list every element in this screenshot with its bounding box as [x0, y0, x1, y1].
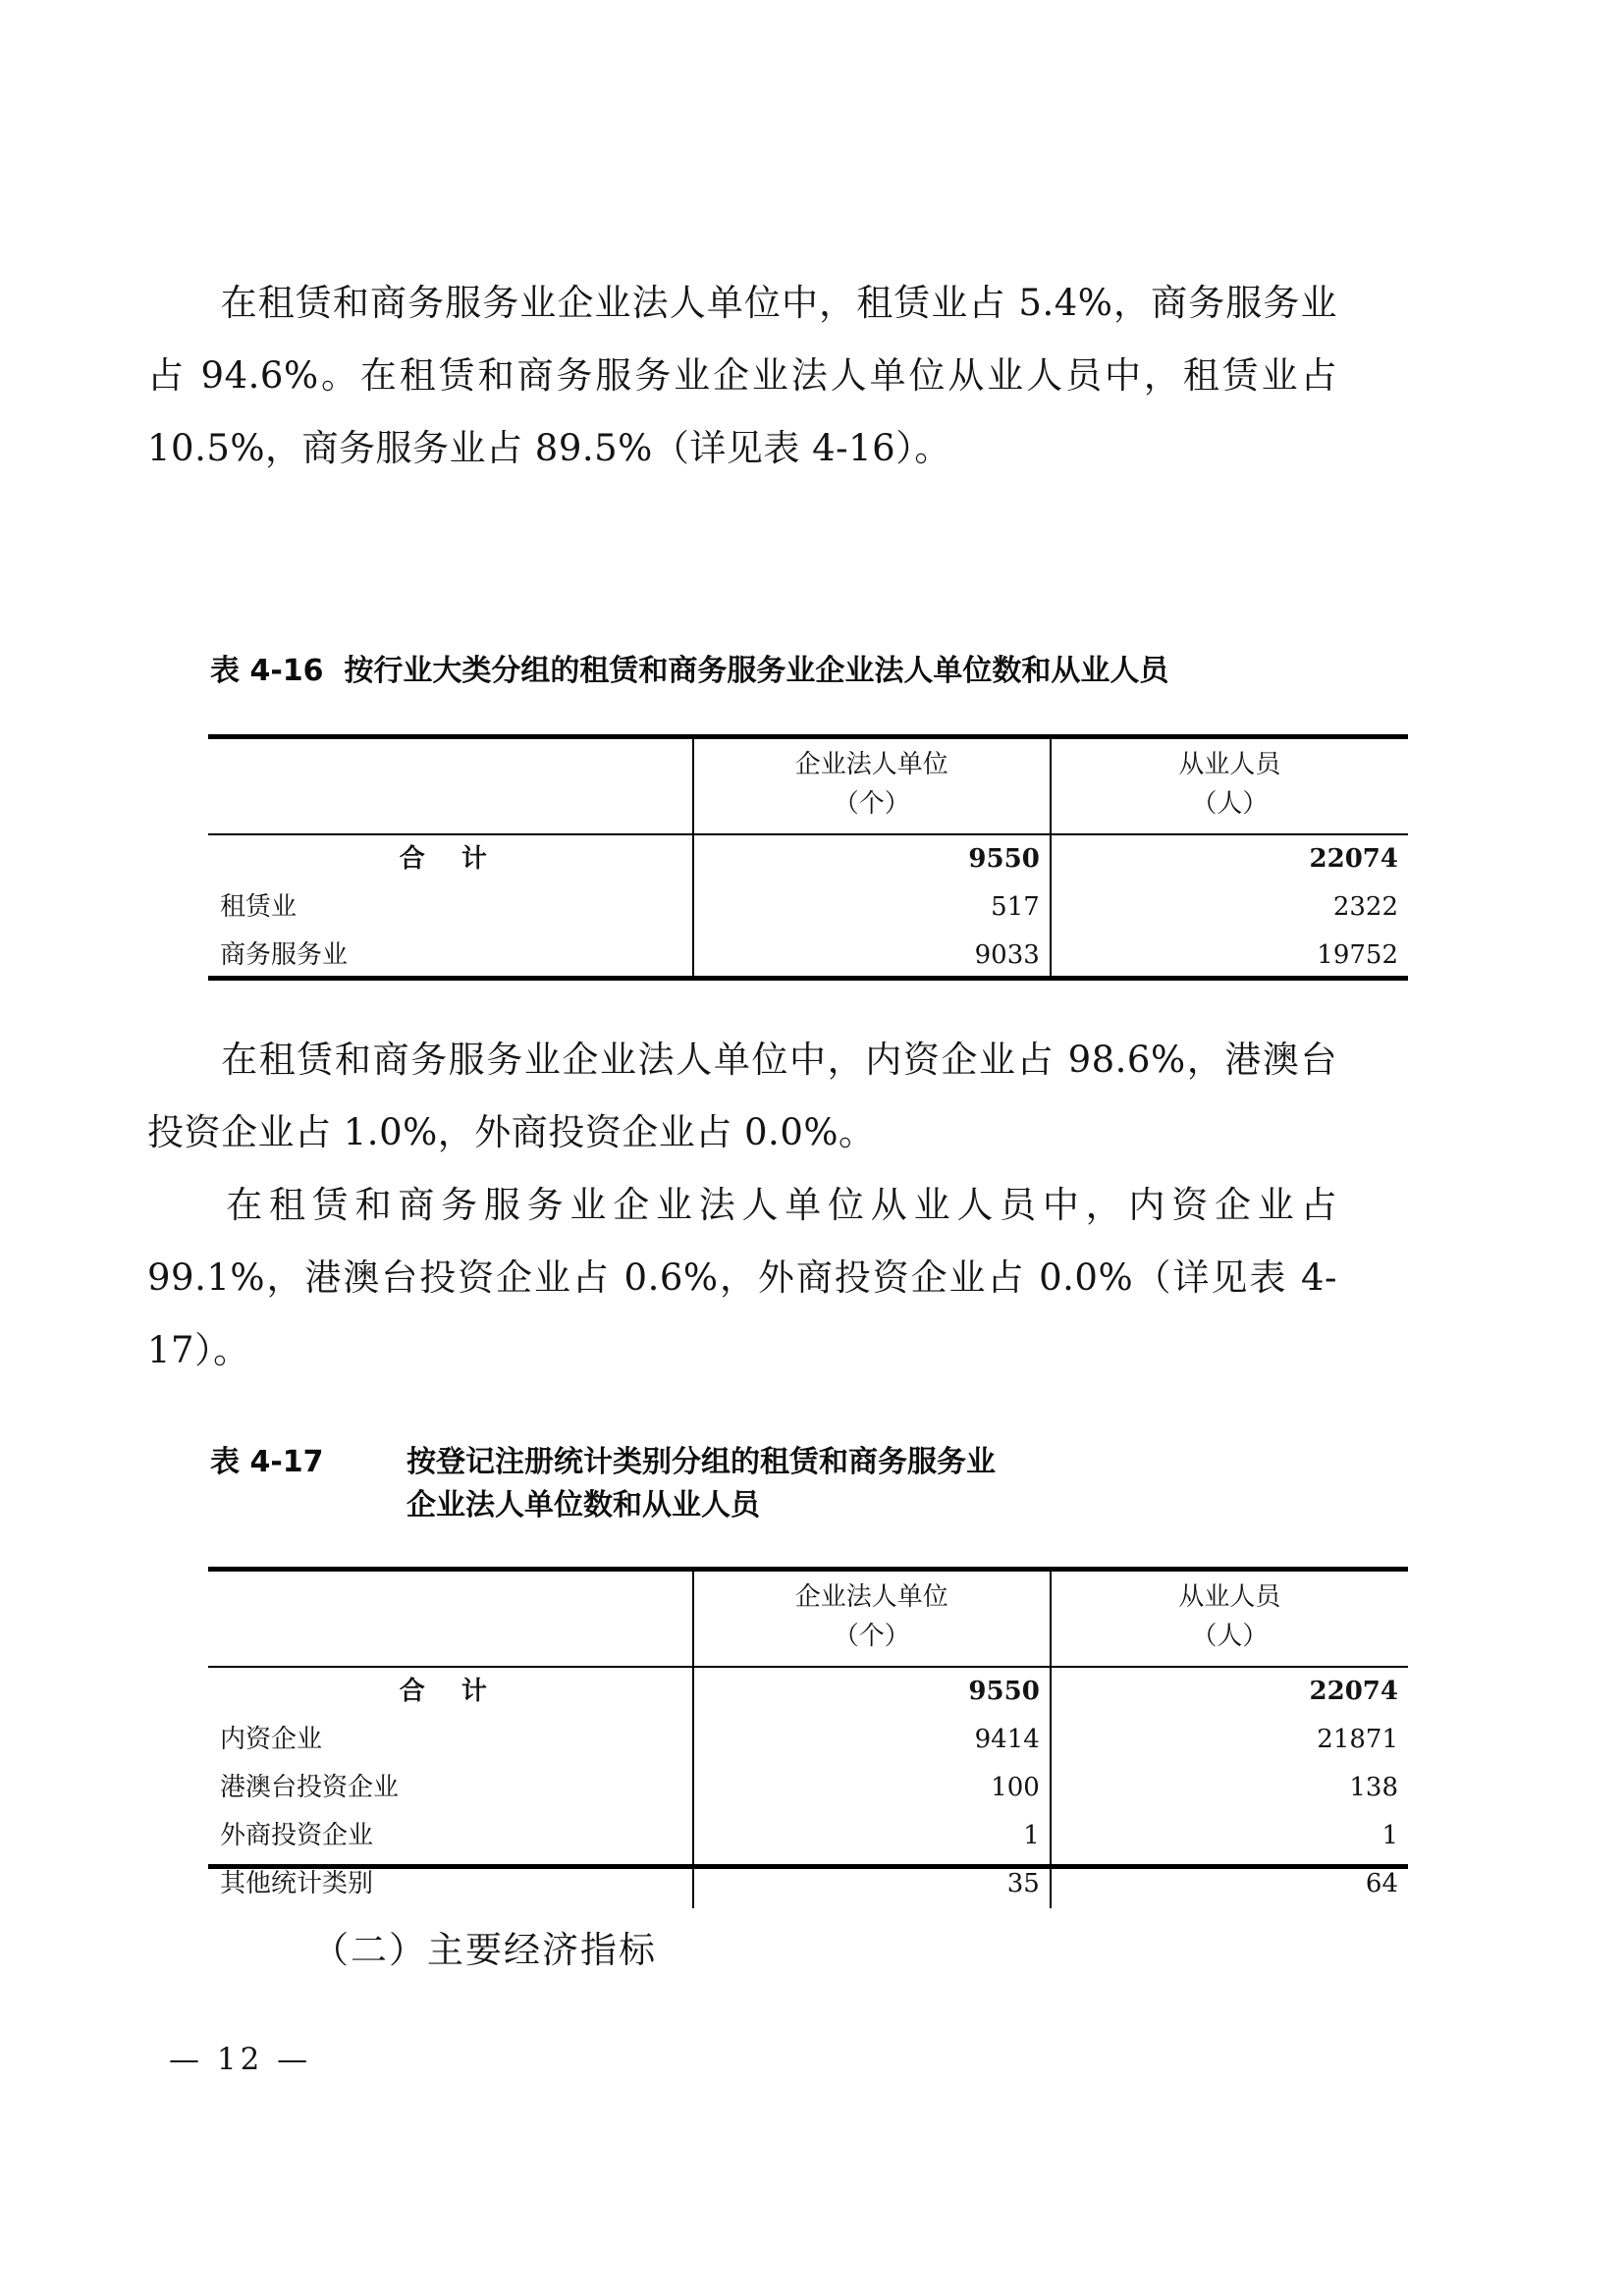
row-employees: 19752	[1051, 932, 1408, 980]
row-employees: 21871	[1051, 1716, 1408, 1764]
row-units: 517	[693, 883, 1051, 932]
table-4-17-head	[208, 1572, 1408, 1667]
table-4-17-title-line2-wrap	[406, 1484, 1408, 1527]
col-1-unit: （个）	[833, 789, 910, 819]
col-1-name: 企业法人单位	[794, 1582, 948, 1612]
table-4-17-body	[208, 1667, 1408, 1908]
paragraph-rental-share-text: 在租赁和商务服务业企业法人单位中，租赁业占 5.4%，商务服务业占 94.6%。在租赁和商务服务业企业法人单位从业人员中，租赁业占 10.5%，商务服务业占 89.5%（详见表 4-16）。	[147, 282, 1337, 469]
row-label: 合 计	[399, 844, 501, 874]
col-2-unit: （人）	[1191, 789, 1269, 819]
row-units: 35	[693, 1860, 1051, 1908]
table-4-17-title	[210, 1441, 1408, 1527]
paragraph-rental-share	[147, 267, 1337, 485]
table-4-16-bottom-rule	[208, 976, 1408, 981]
paragraph-registration-units-share	[147, 1024, 1337, 1169]
table-row	[208, 883, 1408, 932]
table-row	[208, 932, 1408, 980]
row-units: 9414	[693, 1716, 1051, 1764]
table-4-16	[208, 739, 1408, 980]
row-label: 商务服务业	[220, 940, 349, 970]
table-row	[208, 1812, 1408, 1860]
table-row	[208, 834, 1408, 883]
col-2-name: 从业人员	[1178, 1582, 1281, 1612]
table-4-17-title-line1: 按登记注册统计类别分组的租赁和商务服务业	[406, 1445, 996, 1479]
row-label: 租赁业	[220, 892, 298, 922]
table-4-16-title	[210, 650, 1168, 693]
row-employees: 64	[1051, 1860, 1408, 1908]
page-number	[169, 2042, 311, 2077]
table-4-16-col-1-header	[693, 739, 1051, 834]
table-4-16-col-2-header	[1051, 739, 1408, 834]
section-heading-text: （二）主要经济指标	[312, 1929, 657, 1971]
table-4-17-col-1-header	[693, 1572, 1051, 1667]
row-label: 港澳台投资企业	[220, 1773, 400, 1802]
row-units: 9550	[693, 1667, 1051, 1716]
row-label: 合 计	[399, 1677, 501, 1706]
paragraph-registration-employees-share	[147, 1169, 1337, 1387]
section-heading	[312, 1927, 657, 1974]
row-employees: 22074	[1051, 834, 1408, 883]
row-units: 100	[693, 1764, 1051, 1812]
row-units: 1	[693, 1812, 1051, 1860]
table-4-17	[208, 1572, 1408, 1908]
row-employees: 1	[1051, 1812, 1408, 1860]
table-row	[208, 1667, 1408, 1716]
table-4-16-head	[208, 739, 1408, 834]
row-employees: 2322	[1051, 883, 1408, 932]
table-4-16-body	[208, 834, 1408, 980]
row-units: 9033	[693, 932, 1051, 980]
table-4-17-label: 表 4-17	[210, 1445, 324, 1479]
table-4-17-col-0-header	[208, 1572, 693, 1667]
paragraph-registration-units-share-text: 在租赁和商务服务业企业法人单位中，内资企业占 98.6%，港澳台投资企业占 1.0%，外商投资企业占 0.0%。	[147, 1039, 1337, 1153]
table-4-17-bottom-rule	[208, 1864, 1408, 1869]
col-2-name: 从业人员	[1178, 750, 1281, 779]
table-4-16-header-row	[208, 739, 1408, 834]
row-employees: 22074	[1051, 1667, 1408, 1716]
row-label: 其他统计类别	[220, 1869, 374, 1898]
table-4-16-col-0-header	[208, 739, 693, 834]
table-4-17-title-line2: 企业法人单位数和从业人员	[406, 1488, 760, 1522]
row-label: 外商投资企业	[220, 1821, 374, 1850]
table-row	[208, 1764, 1408, 1812]
col-1-name: 企业法人单位	[794, 750, 948, 779]
col-1-unit: （个）	[833, 1622, 910, 1651]
row-label: 内资企业	[220, 1725, 323, 1754]
page-number-text: — 12 —	[169, 2042, 312, 2077]
paragraph-registration-employees-share-text: 在租赁和商务服务业企业法人单位从业人员中，内资企业占 99.1%，港澳台投资企业占 0.6%，外商投资企业占 0.0%（详见表 4-17）。	[147, 1184, 1337, 1371]
table-4-16-title-text: 表 4-16 按行业大类分组的租赁和商务服务业企业法人单位数和从业人员	[210, 654, 1169, 688]
table-row	[208, 1716, 1408, 1764]
table-4-17-col-2-header	[1051, 1572, 1408, 1667]
col-2-unit: （人）	[1191, 1622, 1269, 1651]
row-units: 9550	[693, 834, 1051, 883]
table-4-17-header-row	[208, 1572, 1408, 1667]
row-employees: 138	[1051, 1764, 1408, 1812]
